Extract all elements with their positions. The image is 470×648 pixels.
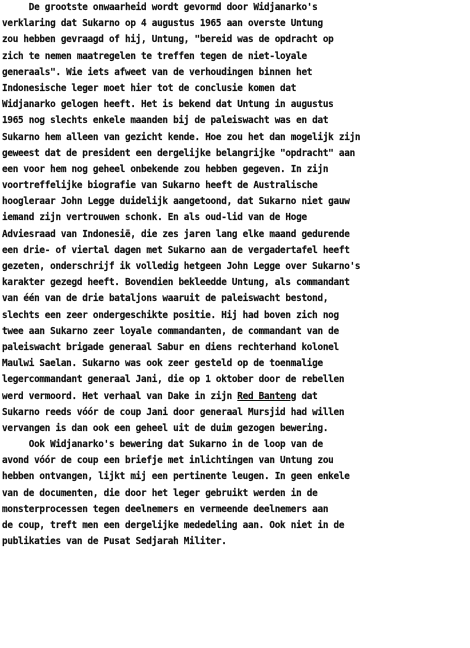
text-line: twee aan Sukarno zeer loyale commandanten, de commandant van de [2,325,339,337]
text-line: verklaring dat Sukarno op 4 augustus 1965 aan overste Untung [2,18,323,30]
text-line: karakter gezegd heeft. Bovendien bekleedde Untung, als commandant [2,277,350,289]
text-line: vervangen is dan ook een geheel uit de duim gezogen bewering. [2,422,329,434]
text-line: monsterprocessen tegen deelnemers en vermeende deelnemers aan [2,503,329,515]
text-line: de coup, treft men een dergelijke mededeling aan. Ook niet in de [2,520,345,531]
text-line: Sukarno hem alleen van gezicht kende. Hoe zou het dan mogelijk zijn [2,131,361,143]
text-line: hebben ontvangen, lijkt mij een pertinente leugen. In geen enkele [2,471,350,483]
text-line: van de documenten, die door het leger gebruikt werden in de [2,487,318,499]
text-line: werd vermoord. Het verhaal van Dake in zijn Red Banteng dat [2,390,318,402]
book-title: Red Banteng [237,390,297,402]
text-line: zich te nemen maatregelen te treffen tegen de niet-loyale [2,50,307,62]
text-line: Adviesraad van Indonesië, die zes jaren lang elke maand gedurende [2,228,350,240]
text-line: iemand zijn vertrouwen schonk. En als oud-lid van de Hoge [2,212,307,224]
text-line: Indonesische leger moet hier tot de conclusie komen dat [2,82,297,94]
text-line: zou hebben gevraagd of hij, Untung, "bereid was de opdracht op [2,34,334,46]
document-body [2,0,470,550]
text-line: geweest dat de president een dergelijke belangrijke "opdracht" aan [2,147,355,159]
text-line: Sukarno reeds vóór de coup Jani door generaal Mursjid had willen [2,406,345,418]
text-line: Widjanarko gelogen heeft. Het is bekend dat Untung in augustus [2,99,334,111]
text-line: voortreffelijke biografie van Sukarno heeft de Australische [2,180,318,192]
text-line: legercommandant generaal Jani, die op 1 oktober door de rebellen [2,374,345,386]
text-line: van één van de drie bataljons waaruit de paleiswacht bestond, [2,293,329,305]
text-line: avond vóór de coup een briefje met inlichtingen van Untung zou [2,455,334,467]
text-line: De grootste onwaarheid wordt gevormd door Widjanarko's [2,2,318,13]
text-line: hoogleraar John Legge duidelijk aangetoond, dat Sukarno niet gauw [2,196,350,208]
text-line: Maulwi Saelan. Sukarno was ook zeer gesteld op de toenmalige [2,358,323,370]
text-line: een voor hem nog geheel onbekende zou hebben gegeven. In zijn [2,163,329,175]
text-line: paleiswacht brigade generaal Sabur en diens rechterhand kolonel [2,341,339,353]
text-line: slechts een zeer ondergeschikte positie. Hij had boven zich nog [2,309,339,321]
text-line: publikaties van de Pusat Sedjarah Militer. [2,536,227,548]
text-line: 1965 nog slechts enkele maanden bij de paleiswacht was en dat [2,115,329,127]
text-line: generaals". Wie iets afweet van de verhoudingen binnen het [2,66,313,78]
text-line: een drie- of viertal dagen met Sukarno aan de vergadertafel heeft [2,244,350,256]
text-line: Ook Widjanarko's bewering dat Sukarno in de loop van de [2,439,323,451]
text-line: gezeten, onderschrijf ik volledig hetgeen John Legge over Sukarno's [2,261,361,272]
